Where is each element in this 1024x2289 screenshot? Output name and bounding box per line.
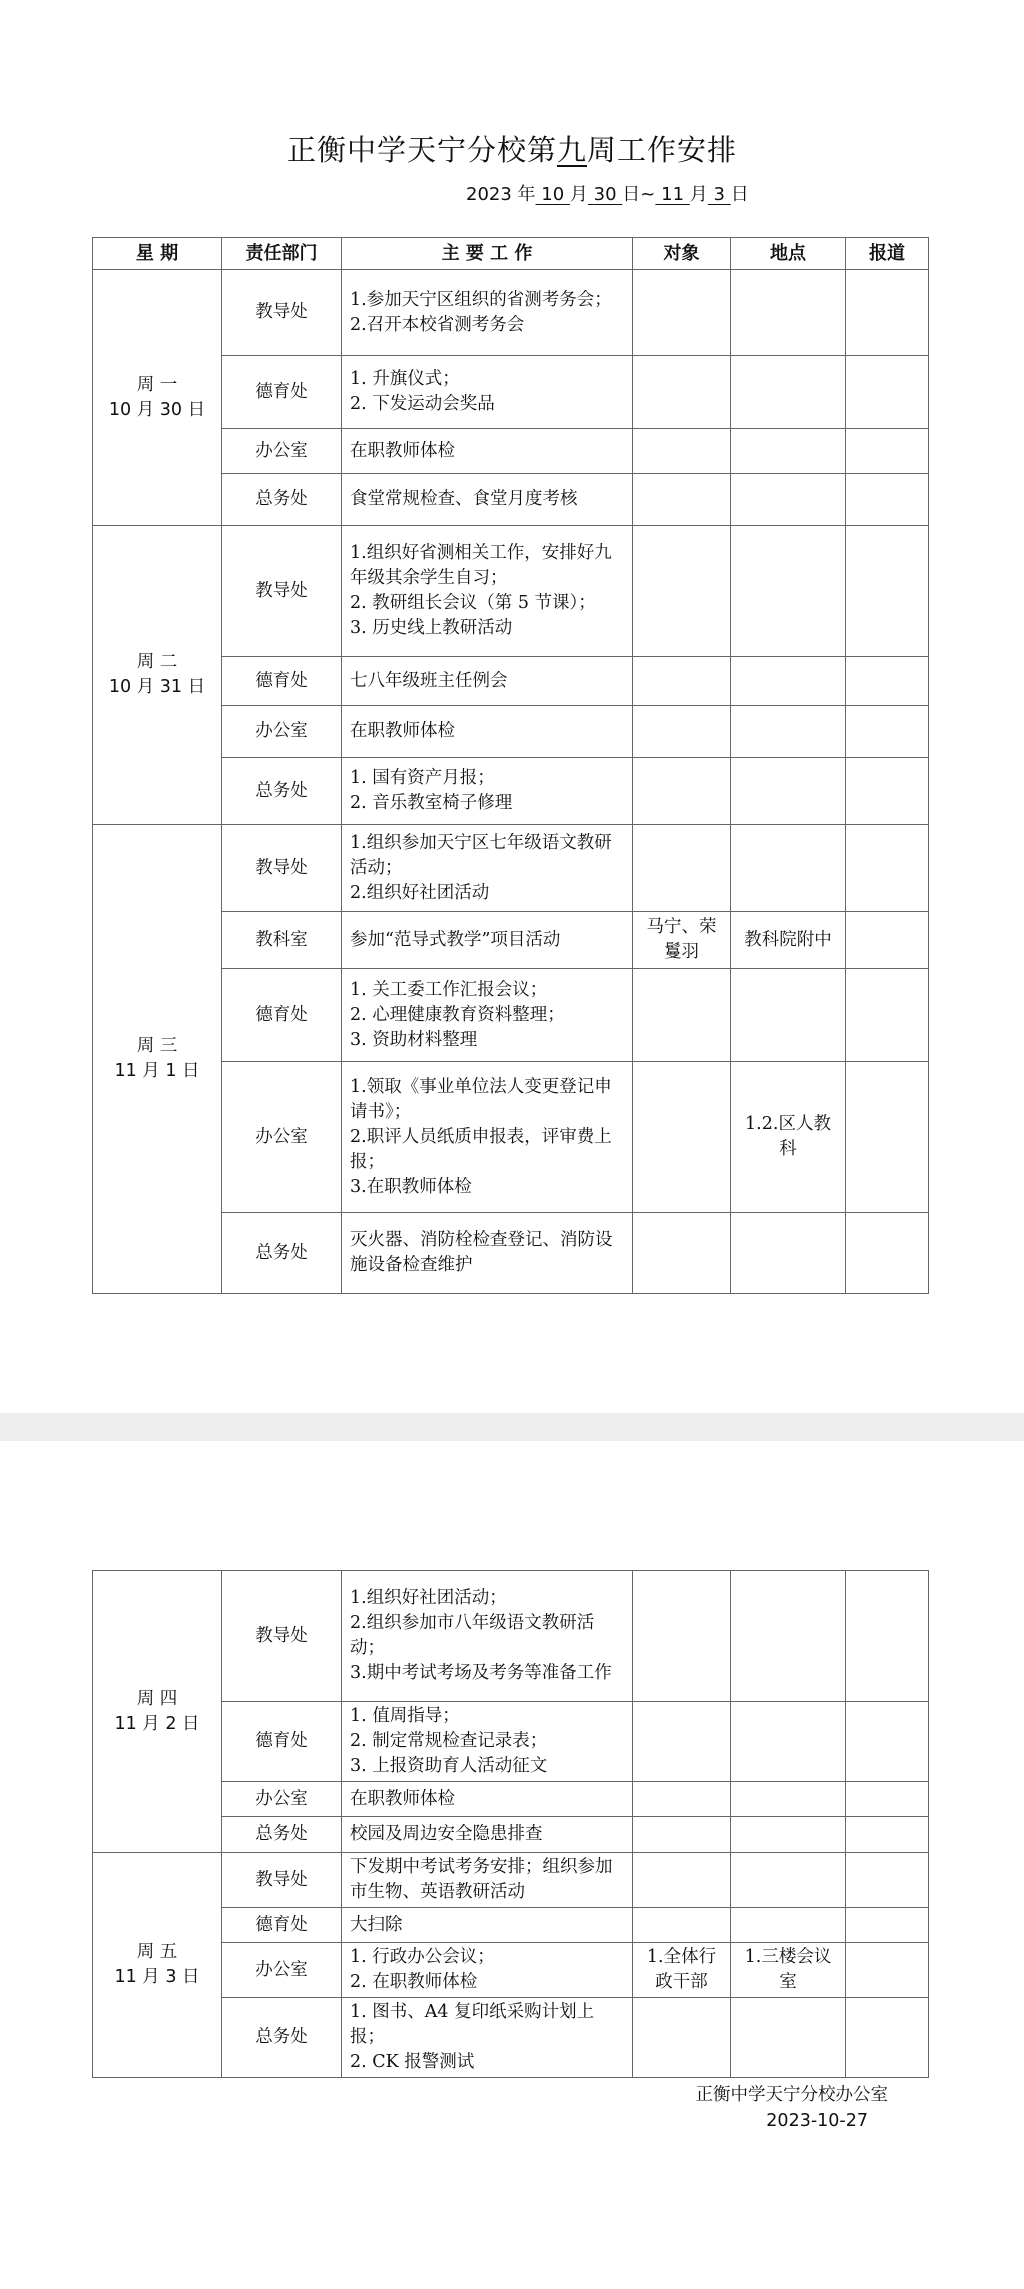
task-cell: 校园及周边安全隐患排查 bbox=[342, 1817, 633, 1853]
task-cell: 1. 升旗仪式； 2. 下发运动会奖品 bbox=[342, 356, 633, 429]
table-row bbox=[93, 270, 929, 356]
dept-cell: 办公室 bbox=[222, 1062, 342, 1213]
dept-cell: 教科室 bbox=[222, 912, 342, 969]
dept-cell: 德育处 bbox=[222, 1702, 342, 1782]
task-cell: 在职教师体检 bbox=[342, 429, 633, 474]
date-separator: ~ bbox=[640, 184, 656, 205]
date-month-char: 月 bbox=[689, 184, 708, 205]
title-week-number: 九 bbox=[556, 133, 587, 167]
task-cell: 1.组织好省测相关工作，安排好九年级其余学生自习； 2. 教研组长会议（第 5 节课）； 3. 历史线上教研活动 bbox=[342, 526, 633, 657]
table-row bbox=[93, 526, 929, 657]
task-cell: 1.组织好社团活动； 2.组织参加市八年级语文教研活动； 3.期中考试考场及考务等准备工作 bbox=[342, 1571, 633, 1702]
dept-cell: 总务处 bbox=[222, 1213, 342, 1294]
location-cell: 1.三楼会议室 bbox=[731, 1943, 846, 1998]
task-cell: 大扫除 bbox=[342, 1908, 633, 1943]
issuing-office: 正衡中学天宁分校办公室 bbox=[695, 2085, 888, 2105]
task-cell: 1. 值周指导； 2. 制定常规检查记录表； 3. 上报资助育人活动征文 bbox=[342, 1702, 633, 1782]
header-location: 地点 bbox=[731, 238, 846, 270]
task-cell: 食堂常规检查、食堂月度考核 bbox=[342, 474, 633, 526]
dept-cell: 总务处 bbox=[222, 758, 342, 825]
dept-cell: 总务处 bbox=[222, 474, 342, 526]
task-cell: 1.领取《事业单位法人变更登记申请书》； 2.职评人员纸质申报表，评审费上报； 3.在职教师体检 bbox=[342, 1062, 633, 1213]
date-year: 2023 bbox=[466, 184, 512, 205]
header-weekday: 星 期 bbox=[93, 238, 222, 270]
table-row bbox=[93, 825, 929, 912]
day-friday: 周 五 11 月 3 日 bbox=[93, 1853, 222, 2078]
location-cell: 1.2.区人教科 bbox=[731, 1062, 846, 1213]
date-end-day: 3 bbox=[713, 184, 725, 205]
dept-cell: 教导处 bbox=[222, 270, 342, 356]
dept-cell: 教导处 bbox=[222, 1571, 342, 1702]
table-row bbox=[93, 1571, 929, 1702]
target-cell: 1.全体行政干部 bbox=[633, 1943, 731, 1998]
schedule-table-page-2 bbox=[92, 1570, 929, 2078]
page-separator bbox=[0, 1413, 1024, 1441]
task-cell: 在职教师体检 bbox=[342, 706, 633, 758]
header-main-work: 主 要 工 作 bbox=[342, 238, 633, 270]
dept-cell: 办公室 bbox=[222, 1782, 342, 1817]
target-cell: 马宁、荣鬘羽 bbox=[633, 912, 731, 969]
task-cell: 1. 关工委工作汇报会议； 2. 心理健康教育资料整理； 3. 资助材料整理 bbox=[342, 969, 633, 1062]
dept-cell: 德育处 bbox=[222, 356, 342, 429]
date-range bbox=[466, 180, 749, 206]
task-cell: 灭火器、消防栓检查登记、消防设施设备检查维护 bbox=[342, 1213, 633, 1294]
date-year-char: 年 bbox=[517, 184, 536, 205]
page-title bbox=[0, 128, 1024, 169]
day-tuesday: 周 二 10 月 31 日 bbox=[93, 526, 222, 825]
dept-cell: 教导处 bbox=[222, 526, 342, 657]
dept-cell: 总务处 bbox=[222, 1998, 342, 2078]
title-suffix: 周工作安排 bbox=[587, 133, 738, 167]
page-2 bbox=[0, 1441, 1024, 2289]
header-department: 责任部门 bbox=[222, 238, 342, 270]
title-prefix: 正衡中学天宁分校第 bbox=[286, 133, 557, 167]
task-cell: 参加“范导式教学”项目活动 bbox=[342, 912, 633, 969]
task-cell: 下发期中考试考务安排；组织参加市生物、英语教研活动 bbox=[342, 1853, 633, 1908]
table-header-row bbox=[93, 238, 929, 270]
date-start-month: 10 bbox=[541, 184, 565, 205]
schedule-table-page-1 bbox=[92, 237, 929, 1294]
date-end-month: 11 bbox=[661, 184, 685, 205]
dept-cell: 德育处 bbox=[222, 969, 342, 1062]
issue-date: 2023-10-27 bbox=[766, 2111, 868, 2131]
location-cell: 教科院附中 bbox=[731, 912, 846, 969]
task-cell: 1. 国有资产月报； 2. 音乐教室椅子修理 bbox=[342, 758, 633, 825]
day-thursday: 周 四 11 月 2 日 bbox=[93, 1571, 222, 1853]
header-report: 报道 bbox=[846, 238, 929, 270]
table-row bbox=[93, 1853, 929, 1908]
task-cell: 1. 行政办公会议； 2. 在职教师体检 bbox=[342, 1943, 633, 1998]
date-day-char: 日 bbox=[622, 184, 641, 205]
dept-cell: 办公室 bbox=[222, 706, 342, 758]
dept-cell: 教导处 bbox=[222, 825, 342, 912]
dept-cell: 教导处 bbox=[222, 1853, 342, 1908]
task-cell: 1. 图书、A4 复印纸采购计划上报； 2. CK 报警测试 bbox=[342, 1998, 633, 2078]
dept-cell: 办公室 bbox=[222, 429, 342, 474]
header-target: 对象 bbox=[633, 238, 731, 270]
dept-cell: 办公室 bbox=[222, 1943, 342, 1998]
day-wednesday: 周 三 11 月 1 日 bbox=[93, 825, 222, 1294]
dept-cell: 德育处 bbox=[222, 1908, 342, 1943]
date-day-char: 日 bbox=[730, 184, 749, 205]
dept-cell: 德育处 bbox=[222, 657, 342, 706]
day-monday: 周 一 10 月 30 日 bbox=[93, 270, 222, 526]
task-cell: 1.参加天宁区组织的省测考务会； 2.召开本校省测考务会 bbox=[342, 270, 633, 356]
task-cell: 在职教师体检 bbox=[342, 1782, 633, 1817]
date-month-char: 月 bbox=[569, 184, 588, 205]
dept-cell: 总务处 bbox=[222, 1817, 342, 1853]
date-start-day: 30 bbox=[593, 184, 617, 205]
task-cell: 七八年级班主任例会 bbox=[342, 657, 633, 706]
task-cell: 1.组织参加天宁区七年级语文教研活动； 2.组织好社团活动 bbox=[342, 825, 633, 912]
